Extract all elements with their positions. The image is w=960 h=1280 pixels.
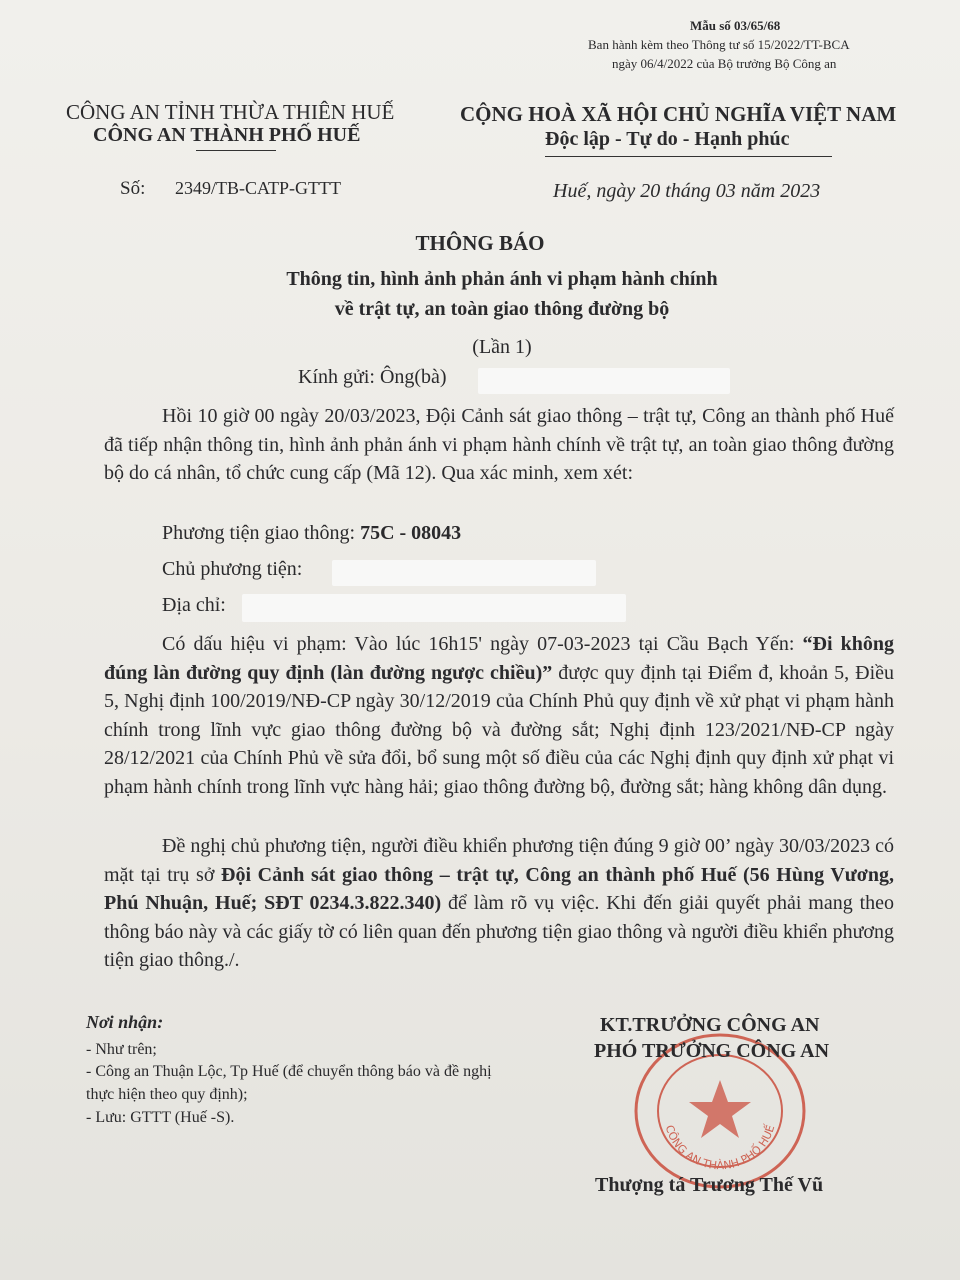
vehicle-field bbox=[162, 522, 461, 545]
owner-redaction bbox=[332, 560, 596, 586]
notice-times: (Lần 1) bbox=[472, 336, 532, 358]
document-date: Huế, ngày 20 tháng 03 năm 2023 bbox=[553, 180, 821, 202]
addressee-label: Kính gửi: Ông(bà) bbox=[298, 366, 447, 388]
addressee-redaction bbox=[478, 368, 730, 394]
notice-title: THÔNG BÁO bbox=[415, 231, 545, 255]
paragraph-request bbox=[104, 832, 894, 975]
recipient-item: - Công an Thuận Lộc, Tp Huế (để chuyển thông báo và đề nghị thực hiện theo quy định); bbox=[86, 1063, 492, 1103]
owner-label: Chủ phương tiện: bbox=[162, 558, 303, 580]
national-motto: Độc lập - Tự do - Hạnh phúc bbox=[545, 128, 790, 150]
recipients-title: Nơi nhận: bbox=[86, 1012, 164, 1032]
recipient-item: - Như trên; bbox=[86, 1041, 157, 1058]
violation-intro: Có dấu hiệu vi phạm: Vào lúc 16h15' ngày 07-03-2023 tại Cầu Bạch Yến: bbox=[162, 633, 795, 655]
vehicle-label: Phương tiện giao thông: bbox=[162, 522, 356, 544]
violation-description: “Đi không đúng làn đường quy định (làn đường ngược chiều)” bbox=[104, 633, 895, 684]
agency-name: CÔNG AN TỈNH THỪA THIÊN HUẾ bbox=[66, 100, 395, 124]
motto-underline bbox=[545, 156, 832, 157]
signer-name: Thượng tá Trương Thế Vũ bbox=[595, 1174, 824, 1196]
document-number: 2349/TB-CATP-GTTT bbox=[175, 178, 341, 198]
document-number-label: Số: bbox=[120, 178, 146, 199]
address-redaction bbox=[242, 594, 626, 622]
owner-field bbox=[162, 558, 302, 581]
agency-subunit: CÔNG AN THÀNH PHỐ HUẾ bbox=[93, 124, 361, 146]
request-details: để làm rõ vụ việc. Khi đến giải quyết phải mang theo thông báo này và các giấy tờ có liên quan đến phương tiện giao thông và người điều khiển phương tiện giao thông./. bbox=[104, 892, 895, 971]
paragraph-violation bbox=[104, 630, 894, 801]
notice-subtitle-line2: về trật tự, an toàn giao thông đường bộ bbox=[334, 298, 670, 320]
signature-title-line1: KT.TRƯỞNG CÔNG AN bbox=[600, 1014, 820, 1036]
violation-legal-basis: được quy định tại Điểm đ, khoản 5, Điều 5, Nghị định 100/2019/NĐ-CP ngày 30/12/2019 của Chính Phủ quy định về xử phạt vi phạm hành chính trong lĩnh vực giao thông đường bộ và đường sắt; Nghị định 123/2021/NĐ-CP ngày 28/12/2021 của Chính Phủ về sửa đổi, bổ sung một số điều của các Nghị định quy định xử phạt vi phạm hành chính trong lĩnh vực hàng hải; giao thông đường bộ, đường sắt; hàng không dân dụng. bbox=[104, 661, 894, 798]
form-issued-date-line: ngày 06/4/2022 của Bộ trưởng Bộ Công an bbox=[612, 56, 837, 71]
form-issued-line: Ban hành kèm theo Thông tư số 15/2022/TT-BCA bbox=[588, 37, 850, 52]
seal-text: CÔNG AN THÀNH PHỐ HUẾ bbox=[662, 1123, 778, 1173]
signature-title-line2: PHÓ TRƯỞNG CÔNG AN bbox=[594, 1040, 830, 1062]
form-number: Mẫu số 03/65/68 bbox=[690, 18, 781, 33]
agency-underline bbox=[196, 150, 276, 151]
address-label: Địa chỉ: bbox=[162, 594, 226, 616]
recipient-item: - Lưu: GTTT (Huế -S). bbox=[86, 1109, 235, 1126]
address-field bbox=[162, 594, 226, 617]
paragraph-intro: Hồi 10 giờ 00 ngày 20/03/2023, Đội Cảnh sát giao thông – trật tự, Công an thành phố Huế đã tiếp nhận thông tin, hình ảnh phản ánh vi phạm hành chính về trật tự, an toàn giao thông đường bộ do cá nhân, tổ chức cung cấp (Mã 12). Qua xác minh, xem xét: bbox=[104, 405, 894, 484]
request-place: Đội Cảnh sát giao thông – trật tự, Công an thành phố Huế (56 Hùng Vương, Phú Nhuận, Huế; SĐT 0234.3.822.340) bbox=[104, 863, 894, 914]
nation-title: CỘNG HOÀ XÃ HỘI CHỦ NGHĨA VIỆT NAM bbox=[460, 102, 897, 126]
vehicle-plate: 75C - 08043 bbox=[360, 522, 462, 544]
notice-subtitle-line1: Thông tin, hình ảnh phản ánh vi phạm hành chính bbox=[286, 268, 718, 290]
request-intro: Đề nghị chủ phương tiện, người điều khiển phương tiện đúng 9 giờ 00’ ngày 30/03/2023 có mặt tại trụ sở bbox=[104, 835, 894, 886]
